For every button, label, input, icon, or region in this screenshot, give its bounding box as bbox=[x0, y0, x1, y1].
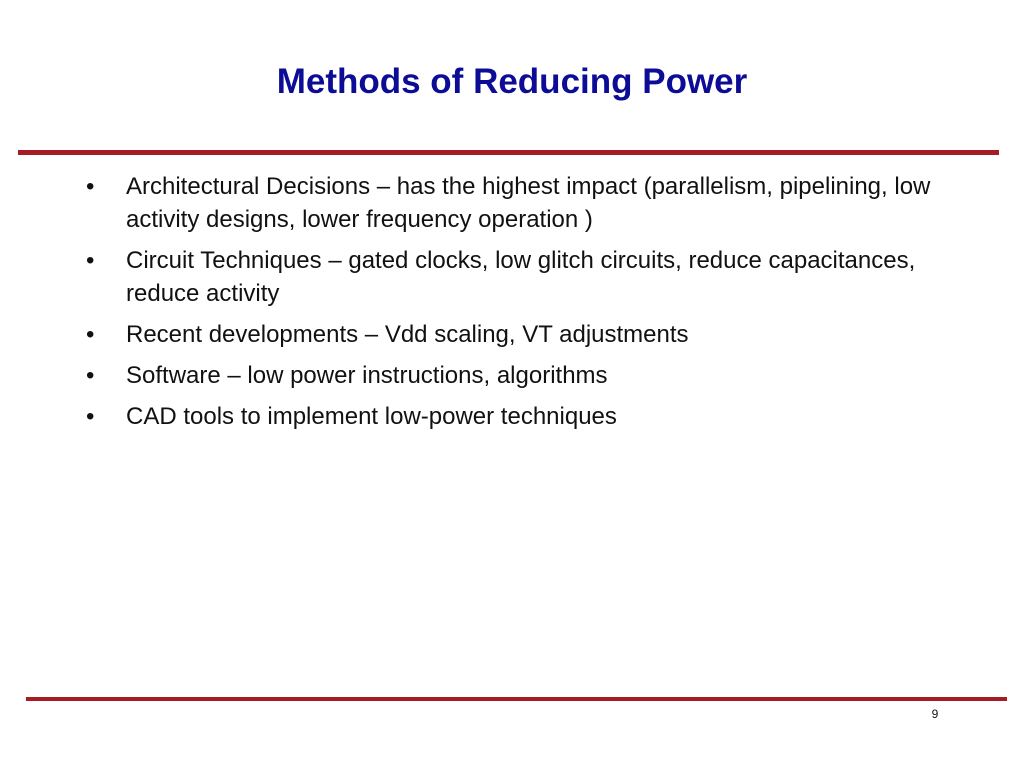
bullet-symbol: • bbox=[86, 173, 95, 200]
page-number: 9 bbox=[931, 707, 939, 721]
bullet-item bbox=[86, 359, 946, 392]
bullet-symbol: • bbox=[86, 403, 95, 430]
bottom-divider bbox=[26, 697, 1007, 701]
bullet-item bbox=[86, 400, 946, 433]
bullet-symbol: • bbox=[86, 362, 95, 389]
top-divider bbox=[18, 150, 999, 155]
slide-title: Methods of Reducing Power bbox=[276, 62, 748, 101]
bullet-text: Recent developments – Vdd scaling, VT adjustments bbox=[126, 321, 689, 348]
bullet-text: Architectural Decisions – has the highest impact (parallelism, pipelining, low activity designs, lower frequency operation ) bbox=[126, 173, 931, 233]
bullet-item bbox=[86, 244, 946, 310]
bullet-symbol: • bbox=[86, 247, 95, 274]
bullet-text: CAD tools to implement low-power techniques bbox=[126, 403, 617, 430]
bullet-text: Circuit Techniques – gated clocks, low glitch circuits, reduce capacitances, reduce activity bbox=[126, 247, 916, 307]
bullet-text: Software – low power instructions, algorithms bbox=[126, 362, 608, 389]
bullet-item bbox=[86, 318, 946, 351]
bullet-item bbox=[86, 170, 946, 236]
bullet-list bbox=[86, 170, 946, 441]
bullet-symbol: • bbox=[86, 321, 95, 348]
